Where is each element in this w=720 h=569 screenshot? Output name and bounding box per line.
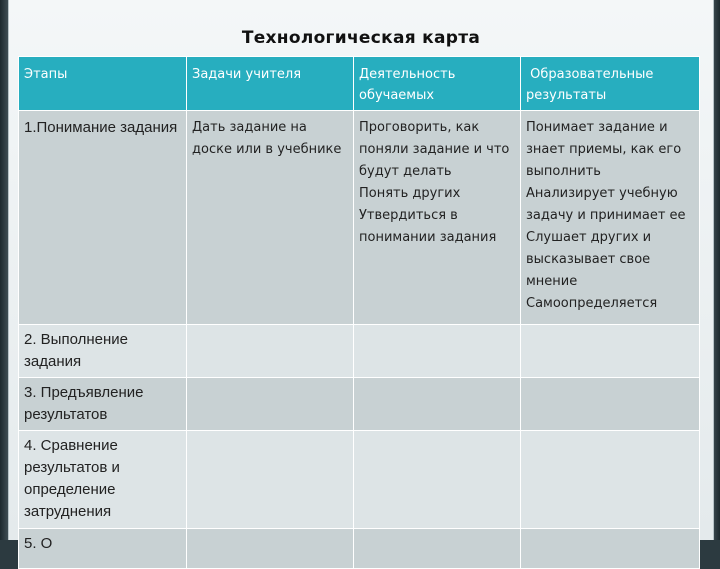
student-activity-cell [354,529,521,569]
table-row [19,529,700,569]
header-stages: Этапы [19,57,187,111]
student-activity-cell [354,325,521,378]
stage-cell: 2. Выполнение задания [19,325,187,378]
results-cell [521,431,700,529]
result-line: Понимает задание и знает приемы, как его выполнить [526,120,682,179]
teacher-task-cell [187,431,354,529]
activity-line: Утвердиться в понимании задания [359,208,497,245]
activity-line: Понять других [359,186,461,201]
stage-cell: 4. Сравнение результатов и определение затруднения [19,431,187,529]
tech-map-table [18,56,700,569]
stage-cell: 3. Предъявление результатов [19,378,187,431]
table-row [19,378,700,431]
table-row [19,111,700,325]
results-cell [521,378,700,431]
table-row [19,431,700,529]
stage-cell: 5. О [19,529,187,569]
left-edge-shadow [0,0,8,540]
results-cell [521,529,700,569]
table-header-row [19,57,700,111]
teacher-task-cell [187,529,354,569]
teacher-task-cell [187,325,354,378]
teacher-task-cell: Дать задание на доске или в учебнике [187,111,354,325]
student-activity-cell [354,111,521,325]
table-row [19,325,700,378]
teacher-task-cell [187,378,354,431]
header-student-activity: Деятельность обучаемых [354,57,521,111]
results-cell [521,325,700,378]
header-teacher-tasks: Задачи учителя [187,57,354,111]
student-activity-cell [354,378,521,431]
student-activity-cell [354,431,521,529]
slide [8,0,714,552]
result-line: Слушает других и высказывает свое мнение [526,230,652,289]
results-cell [521,111,700,325]
result-line: Самоопределяется [526,296,658,311]
activity-line: Проговорить, как поняли задание и что будут делать [359,120,510,179]
page-title: Технологическая карта [241,28,481,48]
stage-cell: 1.Понимание задания [19,111,187,325]
result-line: Анализирует учебную задачу и принимает ее [526,186,686,223]
header-results: Образовательные результаты [521,57,700,111]
